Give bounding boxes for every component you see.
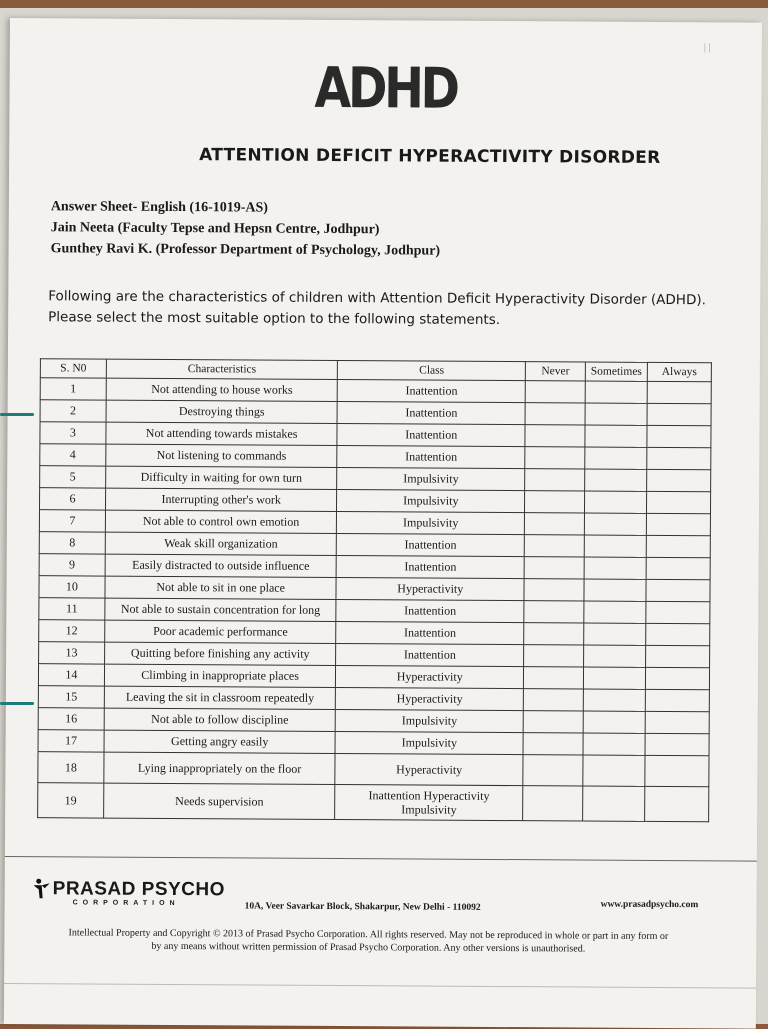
row-sno: 19 — [38, 783, 104, 818]
row-sno: 4 — [40, 444, 106, 466]
company-logo — [33, 878, 225, 907]
response-never-cell[interactable] — [524, 535, 584, 557]
row-class: Inattention — [337, 424, 525, 447]
row-class: Hyperactivity — [335, 754, 523, 786]
header-characteristics: Characteristics — [106, 359, 338, 379]
response-always-cell[interactable] — [646, 645, 710, 667]
response-never-cell[interactable] — [525, 403, 585, 425]
response-always-cell[interactable] — [647, 469, 711, 491]
row-characteristic: Climbing in inappropriate places — [104, 664, 336, 687]
response-never-cell[interactable] — [524, 579, 584, 601]
table-body — [38, 378, 712, 822]
response-sometimes-cell[interactable] — [584, 579, 646, 601]
row-sno: 7 — [39, 510, 105, 532]
response-never-cell[interactable] — [524, 513, 584, 535]
row-characteristic: Not attending towards mistakes — [106, 422, 338, 445]
corner-mark: | | — [703, 42, 711, 54]
header-never: Never — [525, 362, 585, 381]
response-never-cell[interactable] — [525, 425, 585, 447]
sheet-meta — [51, 196, 441, 261]
row-sno: 9 — [39, 554, 105, 576]
person-icon — [33, 878, 51, 900]
response-always-cell[interactable] — [646, 557, 710, 579]
header-sometimes: Sometimes — [585, 362, 647, 381]
response-always-cell[interactable] — [646, 623, 710, 645]
row-characteristic: Not able to follow discipline — [104, 708, 336, 731]
instructions-text: Following are the characteristics of children with Attention Deficit Hyperactivity Disorder (ADHD). Please select the most suitable option to the following statements. — [48, 288, 706, 328]
page-subtitle: ATTENTION DEFICIT HYPERACTIVITY DISORDER — [199, 145, 661, 168]
response-sometimes-cell[interactable] — [584, 623, 646, 645]
response-sometimes-cell[interactable] — [583, 711, 645, 733]
response-never-cell[interactable] — [523, 689, 583, 711]
row-sno: 11 — [39, 598, 105, 620]
row-sno: 6 — [39, 488, 105, 510]
characteristics-table — [37, 358, 712, 822]
answer-sheet-code: Answer Sheet- English (16-1019-AS) — [50, 199, 269, 216]
response-sometimes-cell[interactable] — [583, 786, 645, 821]
company-website: www.prasadpsycho.com — [600, 899, 699, 911]
row-class: Hyperactivity — [336, 666, 524, 689]
row-class-line-2: Impulsivity — [401, 802, 457, 817]
response-never-cell[interactable] — [524, 557, 584, 579]
author-line-2: Gunthey Ravi K. (Professor Department of Psychology, Jodhpur) — [50, 241, 441, 259]
row-sno: 1 — [40, 378, 106, 400]
response-always-cell[interactable] — [645, 733, 709, 755]
row-class: Inattention — [336, 600, 524, 623]
row-characteristic: Not able to sit in one place — [105, 576, 337, 599]
response-never-cell[interactable] — [525, 381, 585, 403]
row-class: Impulsivity — [337, 512, 525, 535]
row-sno: 3 — [40, 422, 106, 444]
author-line-1: Jain Neeta (Faculty Tepse and Hepsn Centre, Jodhpur) — [50, 220, 380, 238]
row-characteristic: Needs supervision — [103, 783, 335, 819]
row-sno: 17 — [38, 730, 104, 752]
row-class: Inattention — [337, 402, 525, 425]
response-always-cell[interactable] — [646, 579, 710, 601]
row-sno: 8 — [39, 532, 105, 554]
response-sometimes-cell[interactable] — [585, 381, 647, 403]
response-always-cell[interactable] — [645, 786, 709, 821]
response-always-cell[interactable] — [647, 425, 711, 447]
row-class: Inattention — [336, 622, 524, 645]
response-always-cell[interactable] — [646, 535, 710, 557]
row-characteristic: Easily distracted to outside influence — [105, 554, 337, 577]
row-class: Inattention — [336, 644, 524, 667]
copyright-line-2: by any means without written permission of Prasad Psycho Corporation. Any other versions is unauthorised. — [151, 940, 586, 955]
response-never-cell[interactable] — [524, 667, 584, 689]
response-never-cell[interactable] — [523, 711, 583, 733]
response-sometimes-cell[interactable] — [584, 535, 646, 557]
row-class: Impulsivity — [335, 732, 523, 755]
response-sometimes-cell[interactable] — [583, 733, 645, 755]
row-class: Inattention — [337, 556, 525, 579]
response-sometimes-cell[interactable] — [585, 403, 647, 425]
row-characteristic: Getting angry easily — [104, 730, 336, 753]
row-characteristic: Poor academic performance — [105, 620, 337, 643]
copyright-line-1: Intellectual Property and Copyright © 2013 of Prasad Psycho Corporation. All rights reserved. May not be reproduced in whole or part in any form or — [68, 927, 669, 943]
response-never-cell[interactable] — [525, 491, 585, 513]
response-sometimes-cell[interactable] — [584, 513, 646, 535]
row-characteristic: Difficulty in waiting for own turn — [105, 466, 337, 489]
row-characteristic: Leaving the sit in classroom repeatedly — [104, 686, 336, 709]
response-never-cell[interactable] — [523, 755, 583, 786]
row-class: Impulsivity — [337, 490, 525, 513]
response-never-cell[interactable] — [525, 469, 585, 491]
response-always-cell[interactable] — [647, 381, 711, 403]
row-sno: 14 — [38, 664, 104, 686]
response-always-cell[interactable] — [647, 403, 711, 425]
copyright-notice — [18, 926, 718, 956]
row-characteristic: Not able to sustain concentration for long — [105, 598, 337, 621]
row-sno: 15 — [38, 686, 104, 708]
response-never-cell[interactable] — [524, 645, 584, 667]
row-sno: 16 — [38, 708, 104, 730]
response-never-cell[interactable] — [524, 623, 584, 645]
row-characteristic: Quitting before finishing any activity — [104, 642, 336, 665]
response-never-cell[interactable] — [523, 786, 583, 821]
row-characteristic: Lying inappropriately on the floor — [104, 752, 336, 784]
response-sometimes-cell[interactable] — [585, 447, 647, 469]
row-class: Hyperactivity — [336, 578, 524, 601]
response-sometimes-cell[interactable] — [585, 425, 647, 447]
response-always-cell[interactable] — [645, 667, 709, 689]
answer-sheet-page — [4, 18, 762, 1029]
response-never-cell[interactable] — [525, 447, 585, 469]
row-class: Inattention — [337, 534, 525, 557]
response-sometimes-cell[interactable] — [583, 755, 645, 786]
row-class: Inattention — [337, 446, 525, 469]
response-sometimes-cell[interactable] — [583, 689, 645, 711]
row-characteristic: Not listening to commands — [106, 444, 338, 467]
adhd-logo-title: ADHD — [314, 55, 457, 122]
row-characteristic: Weak skill organization — [105, 532, 337, 555]
table-row — [38, 752, 709, 787]
response-never-cell[interactable] — [523, 733, 583, 755]
response-sometimes-cell[interactable] — [585, 491, 647, 513]
response-always-cell[interactable] — [647, 447, 711, 469]
row-class-line-1: Inattention Hyperactivity — [368, 788, 490, 803]
row-sno: 12 — [39, 620, 105, 642]
row-sno: 2 — [40, 400, 106, 422]
response-always-cell[interactable] — [646, 601, 710, 623]
response-always-cell[interactable] — [646, 513, 710, 535]
company-sub: CORPORATION — [72, 899, 180, 908]
row-characteristic: Interrupting other's work — [105, 488, 337, 511]
row-sno: 18 — [38, 752, 104, 783]
binding-thread-top — [0, 413, 34, 416]
row-sno: 10 — [39, 576, 105, 598]
bottom-edge-line — [4, 983, 756, 989]
row-characteristic: Destroying things — [106, 400, 338, 423]
response-always-cell[interactable] — [645, 755, 709, 786]
response-sometimes-cell[interactable] — [584, 645, 646, 667]
response-sometimes-cell[interactable] — [583, 667, 645, 689]
row-class: Hyperactivity — [336, 688, 524, 711]
response-sometimes-cell[interactable] — [584, 557, 646, 579]
row-sno: 13 — [39, 642, 105, 664]
response-always-cell[interactable] — [645, 689, 709, 711]
company-address: 10A, Veer Savarkar Block, Shakarpur, New Delhi - 110092 — [244, 901, 481, 913]
row-class — [335, 785, 523, 821]
row-characteristic: Not able to control own emotion — [105, 510, 337, 533]
row-sno: 5 — [40, 466, 106, 488]
response-always-cell[interactable] — [645, 711, 709, 733]
row-class: Inattention — [338, 380, 526, 403]
company-name: PRASAD PSYCHO — [52, 878, 225, 901]
row-characteristic: Not attending to house works — [106, 378, 338, 401]
response-never-cell[interactable] — [524, 601, 584, 623]
row-class: Impulsivity — [337, 468, 525, 491]
row-class: Impulsivity — [336, 710, 524, 733]
table-row — [38, 783, 709, 822]
header-sno: S. N0 — [40, 359, 106, 378]
footer-divider — [5, 856, 757, 862]
response-sometimes-cell[interactable] — [585, 469, 647, 491]
header-class: Class — [338, 361, 526, 381]
header-always: Always — [647, 362, 711, 381]
binding-thread-bottom — [0, 702, 34, 705]
response-always-cell[interactable] — [646, 491, 710, 513]
response-sometimes-cell[interactable] — [584, 601, 646, 623]
